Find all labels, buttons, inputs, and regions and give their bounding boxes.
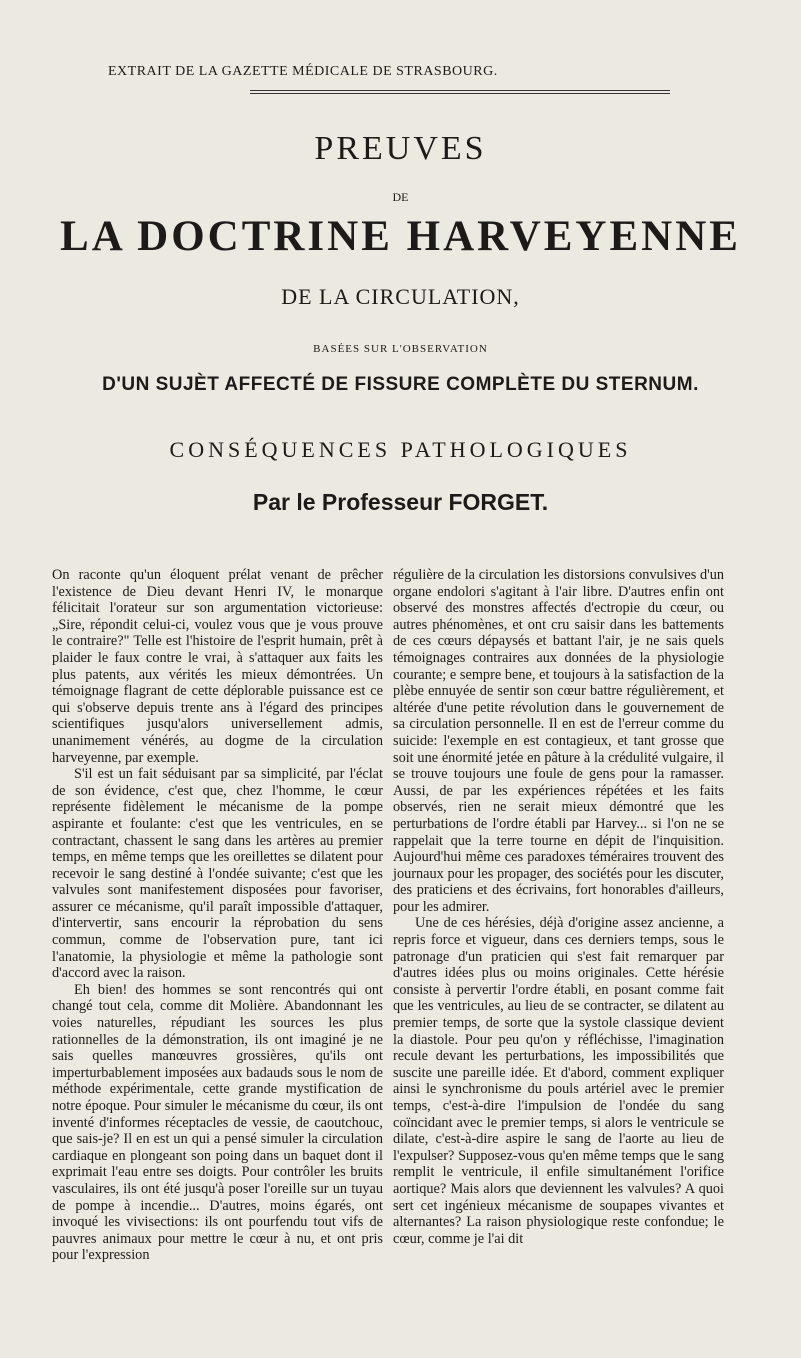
paragraph: Eh bien! des hommes se sont rencontrés qui ont changé tout cela, comme dit Molière. Abandonnant les voies naturelles, répudiant les sources les plus rationnelles de la démonstration, ils ont imaginé je ne sais quelles manœuvres grossières, qu'ils ont imperturbablement imposées aux badauds sous le nom de méthode expérimentale, cette grande mystification de notre époque. Pour simuler le mécanisme du cœur, ils ont inventé d'informes réceptacles de vessie, de caoutchouc, que sais-je? Il en est un qui a pensé simuler la circulation cardiaque en plongeant son poing dans un baquet dont il exprimait l'eau entre ses doigts. Pour contrôler les bruits vasculaires, ils ont été jusqu'à poser l'oreille sur un tuyau de pompe à incendie... D'autres, moins égarés, ont invoqué les vivisections: ils ont pourfendu tout vifs de pauvres animaux pour mettre le cœur à nu, et ont pris pour l'expression	[52, 981, 383, 1264]
subtitle-basees: BASÉES SUR L'OBSERVATION	[313, 343, 488, 355]
title-de: DE	[392, 190, 409, 204]
paragraph: régulière de la circulation les distorsions convulsives d'un organe endolori s'agitant à l'air libre. D'autres enfin ont observé des monstres affectés d'ectropie du cœur, ou autres phénomènes, et ont cru saisir dans les battements de ces cœurs dépaysés et battant l'air, je ne sais quels témoignages contraires aux données de la physiologie courante; e sempre bene, et toujours à la satisfaction de la plèbe ennuyée de sentir son cœur battre régulièrement, et altérée d'une petite révolution dans le gouvernement de sa circulation personnelle. Il en est de l'erreur comme du suicide: l'exemple en est contagieux, et tant grosse que soit une énormité jetée en pâture à la crédulité vulgaire, il se trouve toujours une foule de gens pour la ramasser. Aussi, de par les expériences répétées et les faits observés, rien ne serait mieux démontré que les perturbations de l'ordre établi par Harvey... si l'on ne se rappelait que la terre tourne en dépit de l'inquisition. Aujourd'hui même ces paradoxes téméraires trouvent des journaux pour les propager, des sociétés pour les discuter, des praticiens et des écrivains, fort honorables d'ailleurs, pour les admirer.	[393, 567, 724, 915]
subtitle-sujet: D'UN SUJÈT AFFECTÉ DE FISSURE COMPLÈTE DU STERNUM.	[102, 374, 699, 395]
source-header: EXTRAIT DE LA GAZETTE MÉDICALE DE STRASBOURG.	[108, 64, 498, 79]
title-preuves: PREUVES	[314, 130, 487, 167]
paragraph: Une de ces hérésies, déjà d'origine assez ancienne, a repris force et vigueur, dans ces derniers temps, sous le patronage d'un praticien qui s'est fait remarquer par d'autres idées plus ou moins originales. Cette hérésie consiste à pervertir l'ordre établi, en posant comme fait que les ventricules, au lieu de se contracter, se dilatent au premier temps, de sorte que la systole classique devient la diastole. Pour peu qu'on y réfléchisse, l'imagination recule devant les perturbations, les impossibilités que suscite une pareille idée. Et d'abord, comment expliquer ainsi le synchronisme du pouls artériel avec le premier temps, c'est-à-dire l'impulsion de l'ondée du sang coïncidant avec le premier temps, si alors le ventricule se dilate, c'est-à-dire aspire le sang de l'aorte au lieu de l'expulser? Supposez-vous qu'en même temps que le sang remplit le ventricule, il enfile simultanément l'orifice aortique? Mais alors que deviennent les valvules? A quoi sert cet ingénieux mécanisme de soupapes vivantes et alternantes? La raison physiologique reste confondue; le cœur, comme je l'ai dit	[393, 915, 724, 1247]
paragraph: On raconte qu'un éloquent prélat venant de prêcher l'existence de Dieu devant Henri IV, le monarque félicitait l'orateur sur son argumentation victorieuse: „Sire, répondit celui-ci, voulez vous que je vous prouve le contraire?" Telle est l'histoire de l'esprit humain, prêt à plaider le faux contre le vrai, à s'attaquer aux faits les plus patents, aux vérités les mieux démontrées. Un témoignage flagrant de cette déplorable puissance est ce qui s'observe depuis trente ans à l'égard des principes scientifiques jusqu'alors universellement admis, unanimement vénérés, au dogme de la circulation harveyenne, par exemple.	[52, 567, 383, 766]
author-line: Par le Professeur FORGET.	[252, 489, 549, 515]
column-left	[52, 567, 383, 1264]
header-rule	[250, 90, 670, 91]
paragraph: S'il est un fait séduisant par sa simplicité, par l'éclat de son évidence, c'est que, chez l'homme, le cœur représente fidèlement le mécanisme de la pompe aspirante et foulante: c'est que les ventricules, en se contractant, chassent le sang dans les artères au premier temps, en même temps que les oreillettes se dilatent pour recevoir le sang destiné à l'ondée suivante; c'est que les valvules sont manifestement disposées pour favoriser, assurer ce mécanisme, qu'il paraît impossible d'attaquer, d'intervertir, sans encourir la réprobation du sens commun, comme de l'observation pure, tant ici l'anatomie, la physiologie et même la pathologie sont d'accord avec la raison.	[52, 766, 383, 982]
column-right	[393, 567, 724, 1247]
header-rule-secondary	[250, 93, 670, 94]
title-circulation: DE LA CIRCULATION,	[281, 284, 520, 309]
subtitle-consequences: CONSÉQUENCES PATHOLOGIQUES	[169, 437, 632, 462]
title-doctrine: LA DOCTRINE HARVEYENNE	[60, 213, 741, 260]
